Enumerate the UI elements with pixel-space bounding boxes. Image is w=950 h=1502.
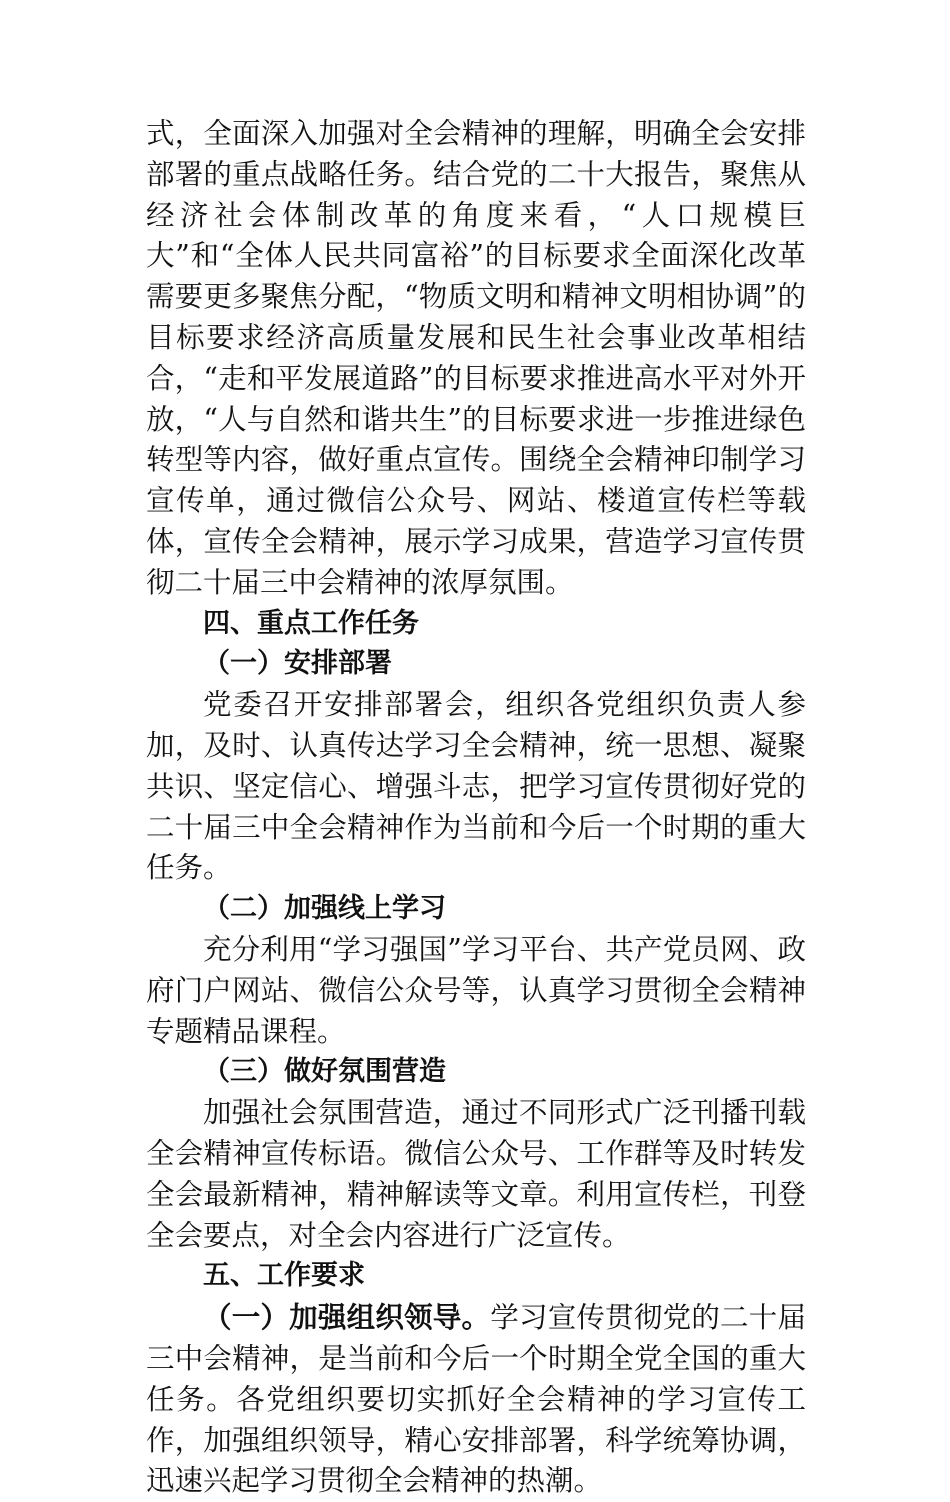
section-4-heading: 四、重点工作任务	[203, 607, 419, 639]
section-5-item-1-paragraph	[146, 1297, 806, 1502]
section-5-heading: 五、工作要求	[203, 1260, 365, 1292]
intro-paragraph: 式，全面深入加强对全会精神的理解，明确全会安排部署的重点战略任务。结合党的二十大报告，聚焦从经济社会体制改革的角度来看，“人口规模巨大”和“全体人民共同富裕”的目标要求全面深化改革需要更多聚焦分配，“物质文明和精神文明相协调”的目标要求经济高质量发展和民生社会事业改革相结合，“走和平发展道路”的目标要求推进高水平对外开放，“人与自然和谐共生”的目标要求进一步推进绿色转型等内容，做好重点宣传。围绕全会精神印制学习宣传单，通过微信公众号、网站、楼道宣传栏等载体，宣传全会精神，展示学习成果，营造学习宣传贯彻二十届三中会精神的浓厚氛围。	[146, 117, 806, 599]
section-4-item-1-heading: （一）安排部署	[203, 648, 392, 680]
section-5-item-1-text: 学习宣传贯彻党的二十届三中会精神，是当前和今后一个时期全党全国的重大任务。各党组织要切实抓好全会精神的学习宣传工作，加强组织领导，精心安排部署，科学统筹协调，迅速兴起学习贯彻全会精神的热潮。	[146, 1301, 806, 1498]
section-4-item-3-text: 加强社会氛围营造，通过不同形式广泛刊播刊载全会精神宣传标语。微信公众号、工作群等及时转发全会最新精神，精神解读等文章。利用宣传栏，刊登全会要点，对全会内容进行广泛宣传。	[146, 1096, 806, 1252]
section-4-item-2-heading: （二）加强线上学习	[203, 893, 446, 925]
section-4-item-3-heading: （三）做好氛围营造	[203, 1056, 446, 1088]
section-4-item-2-text: 充分利用“学习强国”学习平台、共产党员网、政府门户网站、微信公众号等，认真学习贯彻全会精神专题精品课程。	[146, 932, 806, 1048]
section-5-item-1-lead: （一）加强组织领导。	[203, 1300, 491, 1335]
section-4-item-1-text: 党委召开安排部署会，组织各党组织负责人参加，及时、认真传达学习全会精神，统一思想、凝聚共识、坚定信心、增强斗志，把学习宣传贯彻好党的二十届三中全会精神作为当前和今后一个时期的重大任务。	[146, 688, 806, 885]
document-page	[146, 114, 806, 1502]
